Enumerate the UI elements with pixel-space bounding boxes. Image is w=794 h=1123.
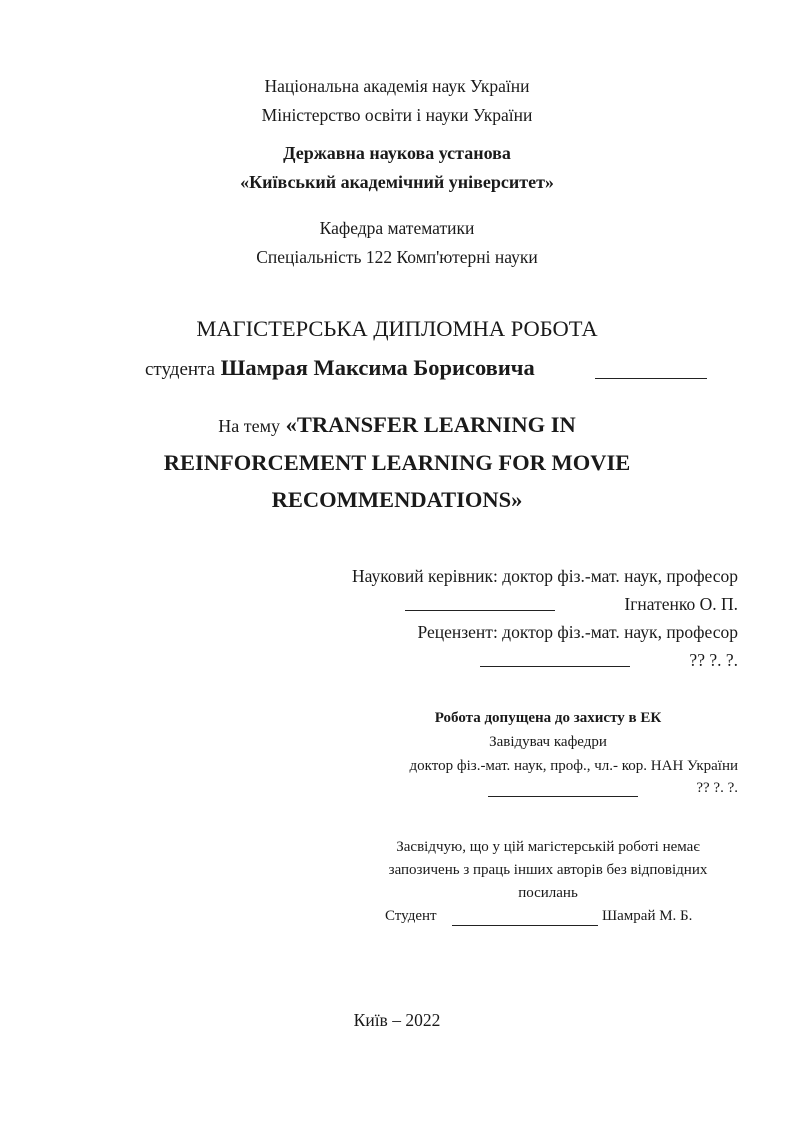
specialty: Спеціальність 122 Комп'ютерні науки [256,247,538,267]
topic-line-1 [0,412,794,438]
student-prefix: студента [145,359,216,380]
topic-prefix: На тему [218,416,281,436]
admission-name: ?? ?. ?. [696,780,738,796]
admission-signature-line [488,796,638,797]
supervisor-name: Ігнатенко О. П. [624,594,738,614]
certification-signature-line [452,925,598,926]
reviewer-signature-line [480,666,630,667]
admission-role: Завідувач кафедри [489,734,607,750]
reviewer-label: Рецензент: доктор фіз.-мат. наук, професор [417,622,738,642]
admission-credentials: доктор фіз.-мат. наук, проф., чл.- кор. НАН України [409,758,738,774]
student-line [145,355,535,381]
supervisor-label: Науковий керівник: доктор фіз.-мат. наук, професор [352,566,738,586]
topic-line-2: REINFORCEMENT LEARNING FOR MOVIE [163,450,631,475]
institution-line-1: Державна наукова установа [283,143,511,163]
city-year: Київ – 2022 [353,1010,441,1030]
reviewer-name: ?? ?. ?. [689,650,738,670]
topic-title-part-1: «TRANSFER LEARNING IN [285,412,576,437]
certification-line-1: Засвідчую, що у цій магістерській роботі немає [396,839,700,855]
certification-line-2: запозичень з праць інших авторів без відповідних [388,862,708,878]
student-name: Шамрая Максима Борисовича [220,355,535,380]
org-line-1: Національна академія наук України [264,76,530,96]
certification-signer-name: Шамрай М. Б. [602,908,693,924]
supervisor-signature-line [405,610,555,611]
work-type-title: МАГІСТЕРСЬКА ДИПЛОМНА РОБОТА [196,316,598,341]
certification-line-3: посилань [518,885,578,901]
topic-line-3: RECOMMENDATIONS» [271,487,523,512]
institution-line-2: «Київський академічний університет» [240,172,554,192]
certification-signer-label: Студент [385,908,437,924]
department: Кафедра математики [319,218,475,238]
student-signature-line [595,378,707,379]
org-line-2: Міністерство освіти і науки України [261,105,533,125]
admission-heading: Робота допущена до захисту в ЕК [434,710,662,726]
